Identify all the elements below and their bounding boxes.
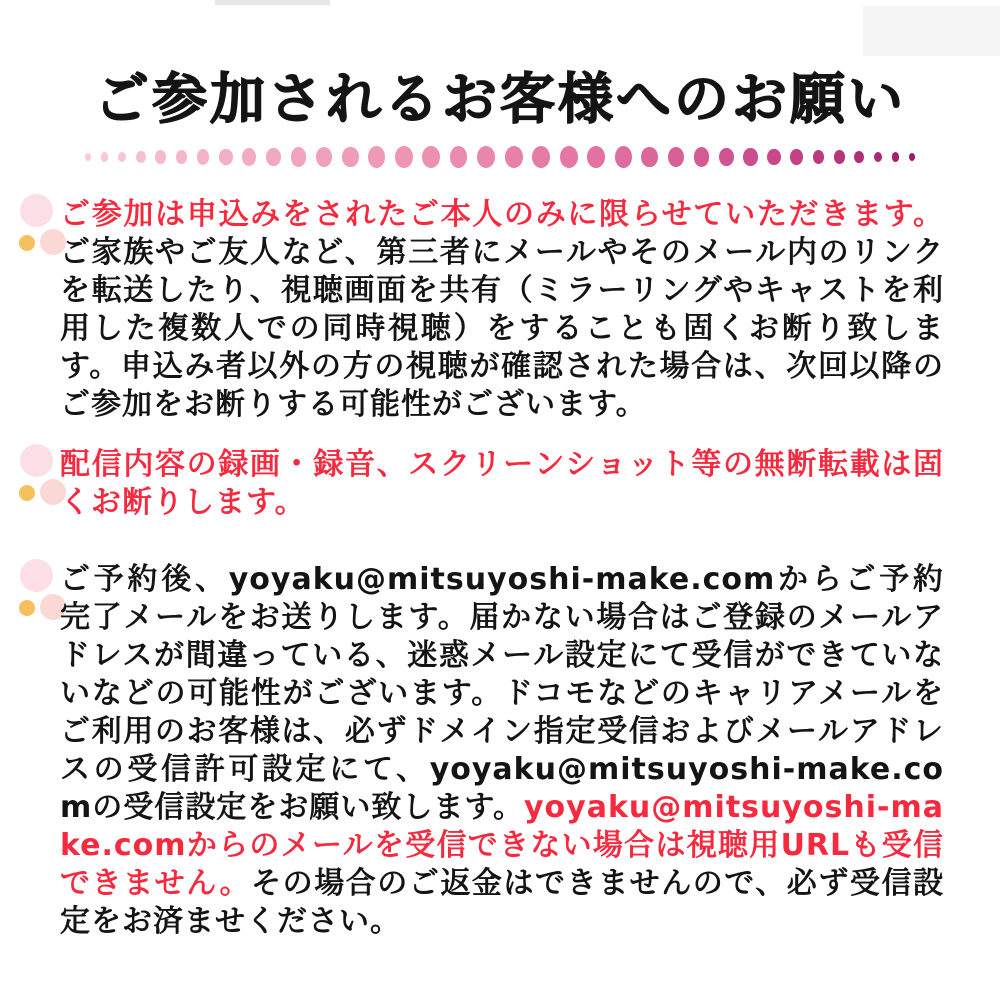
divider-dot bbox=[854, 151, 864, 163]
bullet-circle-orange-icon bbox=[19, 600, 35, 616]
divider-dot bbox=[477, 146, 495, 169]
divider-dot bbox=[505, 146, 523, 169]
bullet-circle-large-icon bbox=[20, 559, 53, 592]
divider-dot bbox=[892, 152, 899, 161]
bullet-circle-large-icon bbox=[20, 444, 53, 477]
divider-dot bbox=[118, 152, 127, 163]
divider-dot bbox=[874, 152, 883, 163]
divider-dot bbox=[176, 150, 188, 165]
divider-dot bbox=[136, 151, 146, 163]
divider-dot bbox=[450, 146, 468, 168]
divider-dot bbox=[767, 149, 780, 166]
bullet-circle-orange-icon bbox=[19, 485, 35, 501]
text-run-emphasis: ご参加は申込みをされたご本人のみに限らせていただきます。 bbox=[60, 197, 944, 232]
divider-dot bbox=[368, 146, 385, 167]
notice-paragraph-email bbox=[60, 561, 944, 941]
divider-dot bbox=[909, 153, 915, 161]
divider-dot bbox=[532, 146, 550, 168]
notice-paragraph-recording bbox=[60, 446, 944, 522]
divider-dot bbox=[668, 147, 684, 167]
paragraph-text bbox=[60, 196, 944, 424]
bullet-circle-orange-icon bbox=[19, 235, 35, 251]
text-run-body: その場合のご返金はできませんので、必ず受信設定をお済ませください。 bbox=[60, 866, 944, 939]
divider-dot bbox=[291, 147, 307, 167]
paragraph-text bbox=[60, 446, 944, 522]
paragraph-text bbox=[60, 561, 944, 941]
text-run-body: ご予約後、yoyaku@mitsuyoshi-make.comからご予約完了メールをお送りします。届かない場合はご登録のメールアドレスが間違っている、迷惑メール設定にて受信ができていないなどの可能性がございます。ドコモなどのキャリアメールをご利用のお客様は、必ずドメイン指定受信およびメールアドレスの受信許可設定にて、yoyaku@mitsuyoshi-make.comの受信設定をお願い致します。 bbox=[60, 562, 944, 825]
divider-dot bbox=[266, 148, 281, 167]
divider-dot bbox=[719, 148, 734, 167]
top-right-crop-remnant bbox=[863, 6, 1000, 56]
divider-dot bbox=[101, 152, 108, 161]
divider-dot bbox=[694, 147, 710, 167]
bullet-circle-large-icon bbox=[20, 194, 53, 227]
divider-dot bbox=[813, 150, 825, 165]
divider-dot bbox=[560, 146, 578, 168]
divider-dot bbox=[197, 149, 210, 165]
divider-dot bbox=[342, 147, 359, 168]
divider-dot bbox=[587, 146, 605, 168]
divider-dot bbox=[834, 150, 845, 163]
top-crop-remnant-bar bbox=[215, 0, 330, 5]
divider-dot bbox=[85, 153, 91, 161]
divider-dot bbox=[743, 148, 757, 166]
page-title: ご参加されるお客様へのお願い bbox=[93, 67, 906, 131]
divider-dot bbox=[316, 147, 332, 167]
divider-dot bbox=[422, 146, 440, 168]
notice-paragraph-participation bbox=[60, 196, 944, 424]
divider-dot bbox=[395, 146, 413, 168]
text-run-emphasis: yoyaku@mitsuyoshi-make.comからのメールを受信できない場合は視聴用URLも受信できません。 bbox=[60, 790, 944, 901]
divider-dot bbox=[641, 147, 658, 168]
text-run-body: ご家族やご友人など、第三者にメールやそのメール内のリンクを転送したり、視聴画面を共有（ミラーリングやキャストを利用した複数人での同時視聴）をすることも固くお断り致します。申込み者以外の方の視聴が確認された場合は、次回以降のご参加をお断りする可能性がございます。 bbox=[60, 235, 944, 422]
text-run-emphasis: 配信内容の録画・録音、スクリーンショット等の無断転載は固くお断りします。 bbox=[60, 447, 944, 520]
divider-dot bbox=[615, 146, 632, 167]
divider-dot bbox=[219, 149, 232, 166]
divider-dot bbox=[155, 150, 166, 163]
divider-dot bbox=[790, 149, 803, 165]
divider-dot bbox=[242, 148, 256, 166]
dotted-divider bbox=[85, 145, 915, 169]
